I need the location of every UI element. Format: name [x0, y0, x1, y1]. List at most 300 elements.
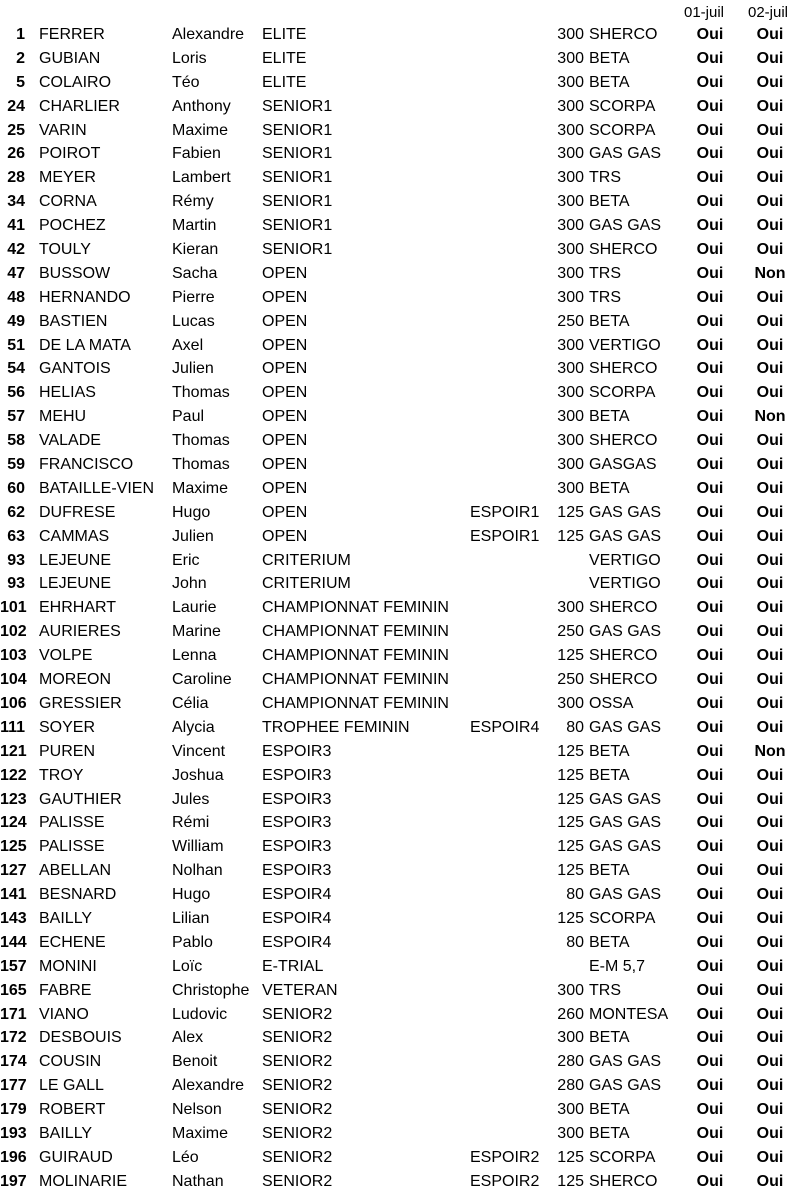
first-name: Ludovic — [172, 1005, 228, 1023]
day2-status: Oui — [756, 121, 784, 139]
table-row — [0, 405, 800, 429]
brand: SHERCO — [589, 26, 658, 43]
day2-status: Oui — [756, 432, 784, 450]
day1-status: Oui — [696, 384, 724, 402]
category-secondary: ESPOIR2 — [470, 1148, 540, 1166]
first-name: Paul — [172, 408, 205, 426]
day2-status: Non — [754, 742, 786, 760]
category: ELITE — [262, 26, 307, 43]
first-name: Sacha — [172, 264, 218, 282]
table-row — [0, 549, 800, 573]
first-name: Eric — [172, 551, 200, 569]
day2-status: Oui — [756, 599, 784, 617]
rider-number: 125 — [0, 838, 27, 856]
table-row — [0, 334, 800, 358]
brand: BETA — [589, 408, 630, 426]
day2-status: Oui — [756, 694, 784, 712]
engine-cc: 80 — [566, 886, 584, 904]
category: ESPOIR3 — [262, 742, 332, 760]
category: ESPOIR4 — [262, 909, 332, 927]
last-name: DE LA MATA — [39, 336, 131, 354]
day2-status: Oui — [756, 288, 784, 306]
first-name: Loïc — [172, 957, 203, 975]
engine-cc: 300 — [557, 599, 584, 617]
brand: GAS GAS — [589, 886, 662, 904]
day1-status: Oui — [696, 1077, 724, 1095]
day2-status: Oui — [756, 886, 784, 904]
category: SENIOR1 — [262, 241, 333, 259]
first-name: Kieran — [172, 241, 219, 259]
day1-status: Oui — [696, 288, 724, 306]
engine-cc: 80 — [566, 933, 584, 951]
day1-status: Oui — [696, 694, 724, 712]
brand: TRS — [589, 288, 621, 306]
day2-status: Oui — [756, 623, 784, 641]
brand: GASGAS — [589, 456, 657, 474]
rider-number: 144 — [0, 933, 27, 951]
day2-status: Oui — [756, 1172, 784, 1190]
day2-status: Oui — [756, 527, 784, 545]
day2-status: Oui — [756, 1077, 784, 1095]
category: ELITE — [262, 73, 307, 91]
engine-cc: 125 — [557, 814, 584, 832]
day1-status: Oui — [696, 933, 724, 951]
day2-status: Oui — [756, 647, 784, 665]
category: OPEN — [262, 336, 308, 354]
brand: BETA — [589, 1124, 630, 1142]
brand: VERTIGO — [589, 575, 661, 593]
brand: SCORPA — [589, 909, 656, 927]
day2-status: Oui — [756, 97, 784, 115]
brand: GAS GAS — [589, 145, 662, 163]
table-row — [0, 238, 800, 262]
table-row — [0, 95, 800, 119]
day1-status: Oui — [696, 264, 724, 282]
engine-cc: 300 — [557, 336, 584, 354]
day1-status: Oui — [696, 408, 724, 426]
table-row — [0, 620, 800, 644]
brand: SCORPA — [589, 97, 656, 115]
category: CHAMPIONNAT FEMININ — [262, 671, 449, 689]
rider-number: 196 — [0, 1148, 27, 1166]
day1-status: Oui — [696, 766, 724, 784]
last-name: VALADE — [39, 432, 101, 450]
day1-status: Oui — [696, 97, 724, 115]
first-name: Martin — [172, 217, 217, 235]
day2-status: Oui — [756, 479, 784, 497]
engine-cc: 125 — [557, 1148, 584, 1166]
entry-list — [0, 23, 800, 1194]
rider-number: 59 — [7, 456, 25, 474]
last-name: VIANO — [39, 1005, 89, 1023]
table-row — [0, 1146, 800, 1170]
brand: SHERCO — [589, 360, 658, 378]
category: SENIOR1 — [262, 217, 333, 235]
engine-cc: 250 — [557, 671, 584, 689]
first-name: Lucas — [172, 312, 215, 330]
category-secondary: ESPOIR4 — [470, 718, 540, 736]
rider-number: 47 — [7, 264, 25, 282]
engine-cc: 300 — [557, 1101, 584, 1119]
engine-cc: 300 — [557, 73, 584, 91]
rider-number: 124 — [0, 814, 27, 832]
table-row — [0, 310, 800, 334]
rider-number: 177 — [0, 1077, 27, 1095]
last-name: PUREN — [39, 742, 96, 760]
last-name: AURIERES — [39, 623, 121, 641]
rider-number: 123 — [0, 790, 27, 808]
last-name: PALISSE — [39, 838, 105, 856]
brand: BETA — [589, 193, 630, 211]
category: SENIOR1 — [262, 193, 333, 211]
rider-number: 28 — [7, 169, 25, 187]
table-row — [0, 955, 800, 979]
engine-cc: 300 — [557, 169, 584, 187]
last-name: BESNARD — [39, 886, 117, 904]
last-name: GUBIAN — [39, 49, 101, 67]
category: SENIOR2 — [262, 1101, 333, 1119]
day1-status: Oui — [696, 886, 724, 904]
day2-status: Oui — [756, 336, 784, 354]
last-name: ABELLAN — [39, 862, 112, 880]
table-row — [0, 811, 800, 835]
first-name: Lambert — [172, 169, 231, 187]
rider-number: 171 — [0, 1005, 27, 1023]
engine-cc: 300 — [557, 264, 584, 282]
table-row — [0, 23, 800, 47]
engine-cc: 125 — [557, 766, 584, 784]
brand: OSSA — [589, 694, 634, 712]
brand: BETA — [589, 73, 630, 91]
day2-status: Non — [754, 408, 786, 426]
engine-cc: 300 — [557, 288, 584, 306]
last-name: BAILLY — [39, 1124, 93, 1142]
header-day1: 01-juil — [684, 4, 725, 21]
last-name: LE GALL — [39, 1077, 104, 1095]
category: OPEN — [262, 384, 308, 402]
day1-status: Oui — [696, 73, 724, 91]
rider-number: 41 — [7, 217, 25, 235]
rider-number: 172 — [0, 1029, 27, 1047]
category: SENIOR1 — [262, 121, 333, 139]
last-name: COUSIN — [39, 1053, 102, 1071]
brand: BETA — [589, 1101, 630, 1119]
brand: GAS GAS — [589, 790, 662, 808]
first-name: Rémi — [172, 814, 210, 832]
brand: SHERCO — [589, 599, 658, 617]
day1-status: Oui — [696, 456, 724, 474]
first-name: Alex — [172, 1029, 204, 1047]
category: SENIOR2 — [262, 1172, 333, 1190]
day1-status: Oui — [696, 26, 724, 43]
last-name: VARIN — [39, 121, 87, 139]
day2-status: Oui — [756, 933, 784, 951]
table-row — [0, 429, 800, 453]
category: ESPOIR3 — [262, 814, 332, 832]
last-name: MOLINARIE — [39, 1172, 128, 1190]
brand: BETA — [589, 312, 630, 330]
first-name: Hugo — [172, 503, 211, 521]
last-name: PALISSE — [39, 814, 105, 832]
table-row — [0, 596, 800, 620]
first-name: Téo — [172, 73, 200, 91]
category: SENIOR1 — [262, 97, 333, 115]
engine-cc: 300 — [557, 121, 584, 139]
first-name: Hugo — [172, 886, 211, 904]
first-name: Maxime — [172, 479, 229, 497]
rider-number: 1 — [16, 26, 25, 43]
first-name: Nelson — [172, 1101, 222, 1119]
table-row — [0, 859, 800, 883]
first-name: Julien — [172, 360, 214, 378]
last-name: LEJEUNE — [39, 551, 112, 569]
last-name: BUSSOW — [39, 264, 111, 282]
table-row — [0, 501, 800, 525]
category: OPEN — [262, 456, 308, 474]
first-name: Nolhan — [172, 862, 223, 880]
day2-status: Oui — [756, 1029, 784, 1047]
rider-number: 165 — [0, 981, 27, 999]
first-name: Thomas — [172, 384, 230, 402]
brand: GAS GAS — [589, 1077, 662, 1095]
category: TROPHEE FEMININ — [262, 718, 410, 736]
day1-status: Oui — [696, 193, 724, 211]
rider-number: 106 — [0, 694, 27, 712]
day2-status: Oui — [756, 957, 784, 975]
day2-status: Oui — [756, 73, 784, 91]
first-name: Léo — [172, 1148, 199, 1166]
first-name: Benoit — [172, 1053, 218, 1071]
engine-cc: 300 — [557, 479, 584, 497]
last-name: EHRHART — [39, 599, 117, 617]
category: CHAMPIONNAT FEMININ — [262, 694, 449, 712]
brand: TRS — [589, 264, 621, 282]
table-row — [0, 740, 800, 764]
category: CRITERIUM — [262, 575, 351, 593]
day1-status: Oui — [696, 217, 724, 235]
last-name: DUFRESE — [39, 503, 116, 521]
engine-cc: 280 — [557, 1053, 584, 1071]
rider-number: 42 — [7, 241, 25, 259]
last-name: FABRE — [39, 981, 92, 999]
day2-status: Oui — [756, 1005, 784, 1023]
category: SENIOR2 — [262, 1005, 333, 1023]
brand: MONTESA — [589, 1005, 669, 1023]
table-row — [0, 835, 800, 859]
rider-number: 143 — [0, 909, 27, 927]
last-name: HERNANDO — [39, 288, 131, 306]
last-name: TROY — [39, 766, 84, 784]
table-row — [0, 1170, 800, 1194]
engine-cc: 125 — [557, 838, 584, 856]
last-name: FERRER — [39, 26, 105, 43]
last-name: HELIAS — [39, 384, 96, 402]
brand: SHERCO — [589, 671, 658, 689]
table-row — [0, 453, 800, 477]
category: ESPOIR4 — [262, 933, 332, 951]
engine-cc: 300 — [557, 384, 584, 402]
day1-status: Oui — [696, 1053, 724, 1071]
rider-number: 62 — [7, 503, 25, 521]
day2-status: Oui — [756, 384, 784, 402]
category: CHAMPIONNAT FEMININ — [262, 623, 449, 641]
table-row — [0, 979, 800, 1003]
engine-cc: 300 — [557, 193, 584, 211]
rider-number: 93 — [7, 551, 25, 569]
engine-cc: 80 — [566, 718, 584, 736]
engine-cc: 300 — [557, 241, 584, 259]
day1-status: Oui — [696, 742, 724, 760]
table-row — [0, 166, 800, 190]
rider-number: 5 — [16, 73, 25, 91]
engine-cc: 250 — [557, 312, 584, 330]
brand: GAS GAS — [589, 718, 662, 736]
day1-status: Oui — [696, 718, 724, 736]
engine-cc: 125 — [557, 862, 584, 880]
day1-status: Oui — [696, 647, 724, 665]
rider-number: 157 — [0, 957, 27, 975]
day2-status: Oui — [756, 241, 784, 259]
last-name: COLAIRO — [39, 73, 112, 91]
day1-status: Oui — [696, 1005, 724, 1023]
engine-cc: 125 — [557, 647, 584, 665]
day2-status: Oui — [756, 862, 784, 880]
category: E-TRIAL — [262, 957, 324, 975]
engine-cc: 300 — [557, 456, 584, 474]
engine-cc: 125 — [557, 742, 584, 760]
day1-status: Oui — [696, 814, 724, 832]
engine-cc: 300 — [557, 97, 584, 115]
category: OPEN — [262, 503, 308, 521]
category-secondary: ESPOIR1 — [470, 503, 540, 521]
first-name: Loris — [172, 49, 207, 67]
engine-cc: 300 — [557, 26, 584, 43]
day1-status: Oui — [696, 575, 724, 593]
table-row — [0, 692, 800, 716]
day1-status: Oui — [696, 599, 724, 617]
rider-number: 141 — [0, 886, 27, 904]
category: ESPOIR4 — [262, 886, 332, 904]
category: ESPOIR3 — [262, 862, 332, 880]
rider-number: 26 — [7, 145, 25, 163]
brand: BETA — [589, 49, 630, 67]
day1-status: Oui — [696, 1148, 724, 1166]
brand: VERTIGO — [589, 551, 661, 569]
last-name: CHARLIER — [39, 97, 120, 115]
brand: GAS GAS — [589, 217, 662, 235]
brand: SCORPA — [589, 121, 656, 139]
category: SENIOR2 — [262, 1148, 333, 1166]
category: CHAMPIONNAT FEMININ — [262, 647, 449, 665]
last-name: VOLPE — [39, 647, 93, 665]
last-name: MOREON — [39, 671, 111, 689]
day2-status: Oui — [756, 503, 784, 521]
first-name: Maxime — [172, 121, 229, 139]
first-name: William — [172, 838, 224, 856]
table-row — [0, 1003, 800, 1027]
day1-status: Oui — [696, 790, 724, 808]
table-row — [0, 907, 800, 931]
day2-status: Oui — [756, 838, 784, 856]
day1-status: Oui — [696, 336, 724, 354]
first-name: Christophe — [172, 981, 250, 999]
category: SENIOR2 — [262, 1029, 333, 1047]
brand: E-M 5,7 — [589, 957, 646, 975]
rider-number: 193 — [0, 1124, 27, 1142]
rider-number: 48 — [7, 288, 25, 306]
day1-status: Oui — [696, 49, 724, 67]
day1-status: Oui — [696, 241, 724, 259]
engine-cc: 125 — [557, 909, 584, 927]
table-row — [0, 931, 800, 955]
category: SENIOR1 — [262, 145, 333, 163]
day1-status: Oui — [696, 909, 724, 927]
first-name: Axel — [172, 336, 204, 354]
category: SENIOR2 — [262, 1124, 333, 1142]
day1-status: Oui — [696, 1124, 724, 1142]
category: CRITERIUM — [262, 551, 351, 569]
day1-status: Oui — [696, 169, 724, 187]
category: VETERAN — [262, 981, 338, 999]
day1-status: Oui — [696, 503, 724, 521]
day1-status: Oui — [696, 527, 724, 545]
day2-status: Oui — [756, 981, 784, 999]
last-name: BATAILLE-VIEN — [39, 479, 154, 497]
rider-number: 24 — [7, 97, 25, 115]
day1-status: Oui — [696, 145, 724, 163]
engine-cc: 125 — [557, 527, 584, 545]
day2-status: Oui — [756, 360, 784, 378]
last-name: GAUTHIER — [39, 790, 122, 808]
table-row — [0, 142, 800, 166]
table-row — [0, 1074, 800, 1098]
day2-status: Oui — [756, 766, 784, 784]
brand: GAS GAS — [589, 527, 662, 545]
table-row — [0, 883, 800, 907]
day1-status: Oui — [696, 1101, 724, 1119]
engine-cc: 300 — [557, 1029, 584, 1047]
day1-status: Oui — [696, 981, 724, 999]
first-name: Alexandre — [172, 26, 245, 43]
category: SENIOR2 — [262, 1053, 333, 1071]
rider-number: 54 — [7, 360, 25, 378]
rider-number: 60 — [7, 479, 25, 497]
first-name: Jules — [172, 790, 210, 808]
engine-cc: 125 — [557, 503, 584, 521]
day2-status: Oui — [756, 49, 784, 67]
brand: SCORPA — [589, 384, 656, 402]
rider-number: 25 — [7, 121, 25, 139]
day2-status: Non — [754, 264, 786, 282]
engine-cc: 300 — [557, 360, 584, 378]
day2-status: Oui — [756, 169, 784, 187]
first-name: Nathan — [172, 1172, 224, 1190]
rider-number: 51 — [7, 336, 25, 354]
engine-cc: 260 — [557, 1005, 584, 1023]
first-name: Vincent — [172, 742, 226, 760]
brand: GAS GAS — [589, 814, 662, 832]
first-name: Pablo — [172, 933, 213, 951]
last-name: GANTOIS — [39, 360, 111, 378]
last-name: POCHEZ — [39, 217, 106, 235]
day2-status: Oui — [756, 217, 784, 235]
day2-status: Oui — [756, 193, 784, 211]
rider-number: 174 — [0, 1053, 27, 1071]
table-row — [0, 477, 800, 501]
table-row — [0, 47, 800, 71]
brand: SHERCO — [589, 1172, 658, 1190]
last-name: CAMMAS — [39, 527, 110, 545]
